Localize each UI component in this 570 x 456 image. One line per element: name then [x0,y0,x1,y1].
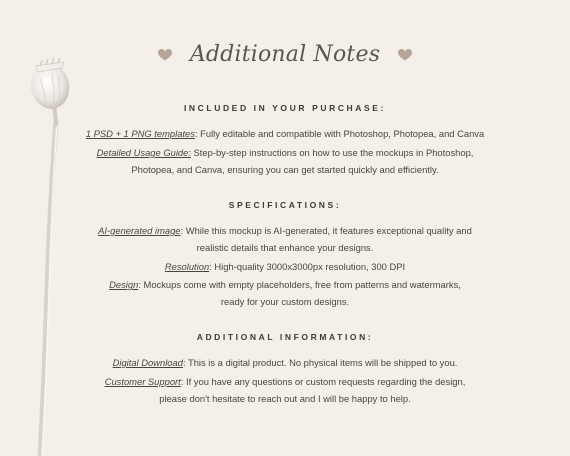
additional-heading: ADDITIONAL INFORMATION: [196,332,374,342]
additional-item-download [80,357,490,369]
purchase-heading: INCLUDED IN YOUR PURCHASE: [183,103,387,113]
additional-item-download-key: Digital Download [112,357,183,368]
notes-panel [80,0,490,456]
specs-item-resolution-text: : High-quality 3000x3000px resolution, 300 DPI [209,261,406,272]
specs-item-ai-cont: realistic details that enhance your designs. [196,242,374,253]
specs-heading: SPECIFICATIONS: [228,200,342,210]
specs-item-resolution-key: Resolution [164,261,210,272]
specs-item-design-key: Design [109,279,139,290]
specs-item-ai [80,225,490,237]
additional-item-support-key: Customer Support [104,376,181,387]
purchase-item-templates-text: : Fully editable and compatible with Photoshop, Photopea, and Canva [194,128,485,139]
purchase-item-templates-key: 1 PSD + 1 PNG templates [85,128,195,139]
purchase-item-templates [80,128,490,140]
specs-item-resolution [80,261,490,273]
purchase-item-guide-text: Step-by-step instructions on how to use the mockups in Photoshop, [190,147,474,158]
additional-item-download-text: : This is a digital product. No physical items will be shipped to you. [182,357,458,368]
additional-item-support-text: : If you have any questions or custom requests regarding the design, [180,376,466,387]
specs-item-design-cont: ready for your custom designs. [220,296,350,307]
title-row [80,42,490,67]
heart-icon [158,49,172,61]
specs-item-ai-key: AI-generated image [98,225,181,236]
purchase-item-guide [80,147,490,159]
heart-icon [398,49,412,61]
purchase-item-guide-cont: Photopea, and Canva, ensuring you can get started quickly and efficiently. [131,164,439,175]
page-title: Additional Notes [189,42,381,67]
purchase-item-guide-key: Detailed Usage Guide: [96,147,191,158]
specs-item-design-text: : Mockups come with empty placeholders, free from patterns and watermarks, [138,279,461,290]
additional-item-support [80,376,490,388]
additional-item-support-cont: please don't hesitate to reach out and I will be happy to help. [159,393,411,404]
specs-item-ai-text: : While this mockup is AI-generated, it features exceptional quality and [180,225,472,236]
specs-item-design [80,279,490,291]
